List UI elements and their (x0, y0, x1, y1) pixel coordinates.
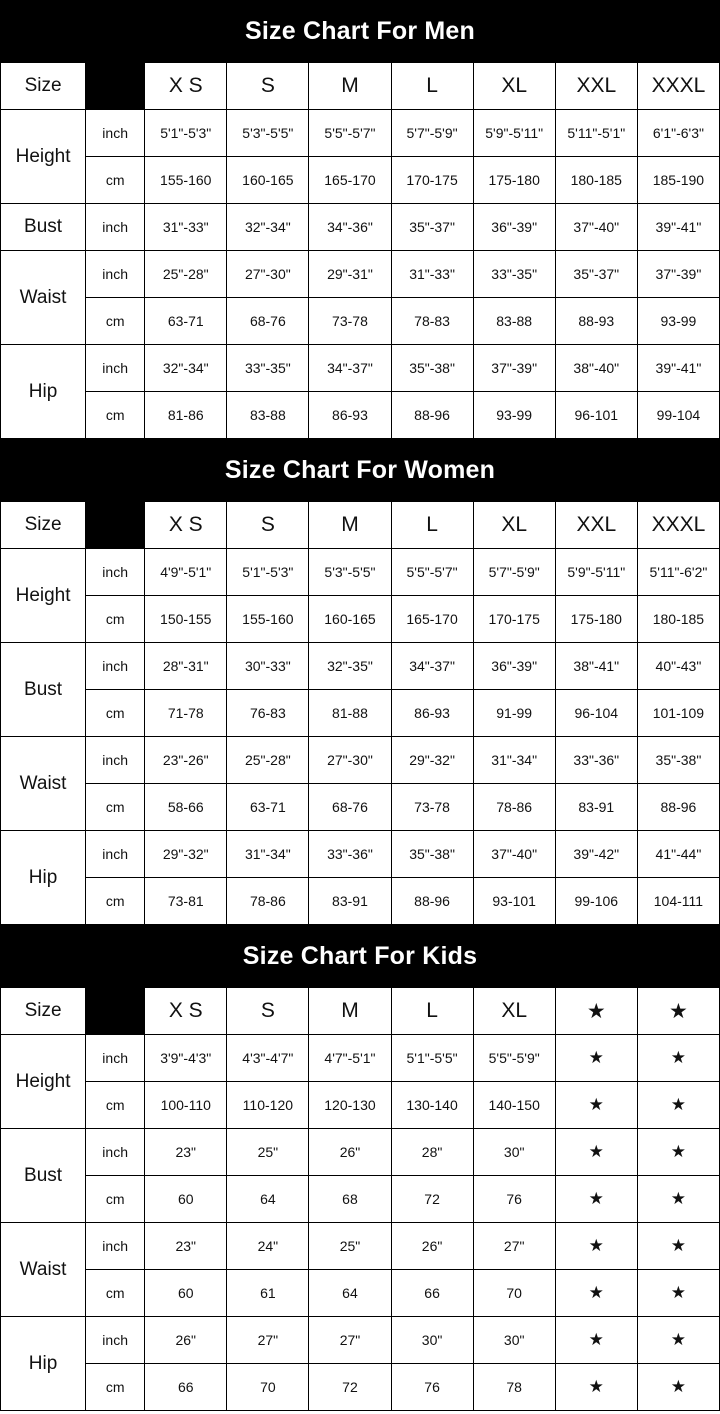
size-header-cell: XXXL (637, 502, 719, 549)
size-header-cell: L (391, 502, 473, 549)
measurement-cell: 23" (145, 1223, 227, 1270)
measurement-cell: 170-175 (473, 596, 555, 643)
table-row (1, 392, 720, 439)
measurement-cell: 93-101 (473, 878, 555, 925)
size-header-cell: X S (145, 502, 227, 549)
measurement-cell: ★ (555, 1035, 637, 1082)
measurement-cell: 96-104 (555, 690, 637, 737)
measurement-cell: 73-81 (145, 878, 227, 925)
measurement-cell: 100-110 (145, 1082, 227, 1129)
measurement-cell: 68 (309, 1176, 391, 1223)
size-header-cell: S (227, 502, 309, 549)
measurement-cell: 31"-33" (145, 204, 227, 251)
size-header-cell: M (309, 63, 391, 110)
measurement-cell: 83-91 (555, 784, 637, 831)
table-row (1, 643, 720, 690)
unit-label: inch (86, 1129, 145, 1176)
measurement-cell: 101-109 (637, 690, 719, 737)
measurement-cell: 155-160 (227, 596, 309, 643)
measurement-cell: 30"-33" (227, 643, 309, 690)
unit-label: cm (86, 1364, 145, 1411)
measurement-cell: ★ (555, 1129, 637, 1176)
measurement-cell: 165-170 (309, 157, 391, 204)
unit-label: inch (86, 345, 145, 392)
table-row (1, 1129, 720, 1176)
measurement-cell: ★ (637, 1129, 719, 1176)
measurement-cell: 39"-42" (555, 831, 637, 878)
header-spacer-cell (86, 988, 145, 1035)
measurement-cell: 180-185 (555, 157, 637, 204)
size-header-cell: XL (473, 988, 555, 1035)
measurement-cell: 63-71 (227, 784, 309, 831)
table-row (1, 298, 720, 345)
measurement-cell: 35"-38" (637, 737, 719, 784)
size-header-cell: S (227, 63, 309, 110)
size-header-cell: L (391, 988, 473, 1035)
measurement-cell: ★ (637, 1270, 719, 1317)
measurement-cell: 81-86 (145, 392, 227, 439)
measurement-cell: 73-78 (309, 298, 391, 345)
size-header-cell: ★ (555, 988, 637, 1035)
measurement-cell: 3'9"-4'3" (145, 1035, 227, 1082)
measurement-cell: 6'1"-6'3" (637, 110, 719, 157)
measurement-cell: 175-180 (473, 157, 555, 204)
measurement-cell: ★ (555, 1317, 637, 1364)
measurement-cell: 86-93 (309, 392, 391, 439)
measurement-cell: 76-83 (227, 690, 309, 737)
measurement-cell: 4'9"-5'1" (145, 549, 227, 596)
size-chart-block (0, 0, 720, 439)
size-header-cell: XXL (555, 502, 637, 549)
measurement-cell: ★ (637, 1317, 719, 1364)
measurement-cell: 60 (145, 1270, 227, 1317)
table-row (1, 204, 720, 251)
unit-label: inch (86, 831, 145, 878)
measurement-cell: 35"-38" (391, 345, 473, 392)
unit-label: cm (86, 596, 145, 643)
attribute-label: Height (1, 549, 86, 643)
measurement-cell: 88-96 (391, 878, 473, 925)
measurement-cell: 99-106 (555, 878, 637, 925)
measurement-cell: 64 (309, 1270, 391, 1317)
measurement-cell: 26" (391, 1223, 473, 1270)
table-row (1, 157, 720, 204)
measurement-cell: 4'3"-4'7" (227, 1035, 309, 1082)
attribute-label: Hip (1, 831, 86, 925)
table-row (1, 878, 720, 925)
chart-title: Size Chart For Kids (0, 925, 720, 987)
size-header-label: Size (1, 63, 86, 110)
size-table (0, 62, 720, 439)
unit-label: inch (86, 1223, 145, 1270)
size-header-label: Size (1, 988, 86, 1035)
unit-label: cm (86, 1176, 145, 1223)
measurement-cell: 70 (473, 1270, 555, 1317)
attribute-label: Bust (1, 1129, 86, 1223)
unit-label: inch (86, 251, 145, 298)
measurement-cell: 150-155 (145, 596, 227, 643)
measurement-cell: 66 (145, 1364, 227, 1411)
attribute-label: Waist (1, 1223, 86, 1317)
measurement-cell: 37"-40" (555, 204, 637, 251)
measurement-cell: ★ (637, 1364, 719, 1411)
measurement-cell: 26" (309, 1129, 391, 1176)
measurement-cell: 5'9"-5'11" (555, 549, 637, 596)
unit-label: cm (86, 392, 145, 439)
attribute-label: Waist (1, 737, 86, 831)
measurement-cell: 91-99 (473, 690, 555, 737)
table-row (1, 1082, 720, 1129)
size-header-label: Size (1, 502, 86, 549)
attribute-label: Hip (1, 1317, 86, 1411)
measurement-cell: ★ (637, 1082, 719, 1129)
header-spacer-cell (86, 63, 145, 110)
measurement-cell: 34"-37" (391, 643, 473, 690)
table-row (1, 596, 720, 643)
measurement-cell: 5'1"-5'5" (391, 1035, 473, 1082)
attribute-label: Height (1, 110, 86, 204)
size-header-cell: X S (145, 63, 227, 110)
measurement-cell: 83-91 (309, 878, 391, 925)
measurement-cell: 27"-30" (309, 737, 391, 784)
measurement-cell: 88-96 (637, 784, 719, 831)
measurement-cell: 27" (309, 1317, 391, 1364)
measurement-cell: 110-120 (227, 1082, 309, 1129)
measurement-cell: 5'7"-5'9" (391, 110, 473, 157)
measurement-cell: 72 (391, 1176, 473, 1223)
measurement-cell: 31"-34" (473, 737, 555, 784)
size-chart-block (0, 925, 720, 1411)
measurement-cell: 36"-39" (473, 204, 555, 251)
measurement-cell: 37"-39" (473, 345, 555, 392)
measurement-cell: 76 (391, 1364, 473, 1411)
measurement-cell: 5'5"-5'7" (309, 110, 391, 157)
size-table (0, 987, 720, 1411)
measurement-cell: 71-78 (145, 690, 227, 737)
measurement-cell: 175-180 (555, 596, 637, 643)
measurement-cell: 160-165 (227, 157, 309, 204)
table-row (1, 345, 720, 392)
unit-label: cm (86, 157, 145, 204)
measurement-cell: 64 (227, 1176, 309, 1223)
measurement-cell: 140-150 (473, 1082, 555, 1129)
measurement-cell: 31"-33" (391, 251, 473, 298)
attribute-label: Waist (1, 251, 86, 345)
measurement-cell: 35"-37" (555, 251, 637, 298)
measurement-cell: 180-185 (637, 596, 719, 643)
measurement-cell: ★ (637, 1035, 719, 1082)
unit-label: inch (86, 204, 145, 251)
measurement-cell: 73-78 (391, 784, 473, 831)
table-row (1, 1364, 720, 1411)
table-header-row (1, 63, 720, 110)
measurement-cell: 29"-31" (309, 251, 391, 298)
chart-title: Size Chart For Men (0, 0, 720, 62)
measurement-cell: 29"-32" (391, 737, 473, 784)
measurement-cell: 25" (227, 1129, 309, 1176)
measurement-cell: ★ (555, 1082, 637, 1129)
size-header-cell: XL (473, 502, 555, 549)
measurement-cell: ★ (555, 1223, 637, 1270)
measurement-cell: 26" (145, 1317, 227, 1364)
size-chart-block (0, 439, 720, 925)
table-row (1, 110, 720, 157)
measurement-cell: ★ (637, 1176, 719, 1223)
unit-label: inch (86, 1317, 145, 1364)
attribute-label: Bust (1, 643, 86, 737)
measurement-cell: 39"-41" (637, 204, 719, 251)
unit-label: cm (86, 1082, 145, 1129)
measurement-cell: 99-104 (637, 392, 719, 439)
measurement-cell: 40"-43" (637, 643, 719, 690)
measurement-cell: 5'5"-5'9" (473, 1035, 555, 1082)
table-row (1, 831, 720, 878)
measurement-cell: 60 (145, 1176, 227, 1223)
measurement-cell: 5'3"-5'5" (227, 110, 309, 157)
measurement-cell: 70 (227, 1364, 309, 1411)
measurement-cell: 33"-36" (555, 737, 637, 784)
measurement-cell: 58-66 (145, 784, 227, 831)
unit-label: inch (86, 549, 145, 596)
measurement-cell: 25" (309, 1223, 391, 1270)
size-header-cell: ★ (637, 988, 719, 1035)
measurement-cell: 170-175 (391, 157, 473, 204)
measurement-cell: 24" (227, 1223, 309, 1270)
measurement-cell: 36"-39" (473, 643, 555, 690)
measurement-cell: 96-101 (555, 392, 637, 439)
measurement-cell: 25"-28" (145, 251, 227, 298)
measurement-cell: 30" (473, 1129, 555, 1176)
measurement-cell: 28" (391, 1129, 473, 1176)
unit-label: cm (86, 690, 145, 737)
measurement-cell: 34"-36" (309, 204, 391, 251)
measurement-cell: 37"-39" (637, 251, 719, 298)
size-header-cell: M (309, 502, 391, 549)
table-header-row (1, 502, 720, 549)
table-row (1, 690, 720, 737)
size-header-cell: M (309, 988, 391, 1035)
measurement-cell: ★ (555, 1364, 637, 1411)
measurement-cell: 5'3"-5'5" (309, 549, 391, 596)
measurement-cell: 5'7"-5'9" (473, 549, 555, 596)
unit-label: cm (86, 784, 145, 831)
size-header-cell: X S (145, 988, 227, 1035)
unit-label: inch (86, 737, 145, 784)
measurement-cell: 160-165 (309, 596, 391, 643)
measurement-cell: 5'9"-5'11" (473, 110, 555, 157)
size-header-cell: L (391, 63, 473, 110)
measurement-cell: 93-99 (637, 298, 719, 345)
measurement-cell: 83-88 (227, 392, 309, 439)
measurement-cell: 104-111 (637, 878, 719, 925)
unit-label: inch (86, 643, 145, 690)
measurement-cell: 30" (391, 1317, 473, 1364)
measurement-cell: 78-83 (391, 298, 473, 345)
measurement-cell: 78 (473, 1364, 555, 1411)
measurement-cell: 88-96 (391, 392, 473, 439)
measurement-cell: 72 (309, 1364, 391, 1411)
measurement-cell: 27"-30" (227, 251, 309, 298)
measurement-cell: 5'5"-5'7" (391, 549, 473, 596)
measurement-cell: 27" (473, 1223, 555, 1270)
size-header-cell: XL (473, 63, 555, 110)
measurement-cell: 5'1"-5'3" (227, 549, 309, 596)
unit-label: cm (86, 878, 145, 925)
unit-label: cm (86, 1270, 145, 1317)
measurement-cell: 63-71 (145, 298, 227, 345)
unit-label: cm (86, 298, 145, 345)
measurement-cell: 25"-28" (227, 737, 309, 784)
measurement-cell: 78-86 (227, 878, 309, 925)
chart-title: Size Chart For Women (0, 439, 720, 501)
measurement-cell: 33"-35" (227, 345, 309, 392)
measurement-cell: 5'1"-5'3" (145, 110, 227, 157)
header-spacer-cell (86, 502, 145, 549)
measurement-cell: 120-130 (309, 1082, 391, 1129)
attribute-label: Hip (1, 345, 86, 439)
size-header-cell: XXL (555, 63, 637, 110)
measurement-cell: 61 (227, 1270, 309, 1317)
attribute-label: Bust (1, 204, 86, 251)
measurement-cell: 32"-34" (145, 345, 227, 392)
table-row (1, 549, 720, 596)
table-row (1, 1035, 720, 1082)
measurement-cell: 35"-37" (391, 204, 473, 251)
measurement-cell: 23" (145, 1129, 227, 1176)
size-header-cell: XXXL (637, 63, 719, 110)
measurement-cell: 32"-35" (309, 643, 391, 690)
measurement-cell: 39"-41" (637, 345, 719, 392)
measurement-cell: ★ (637, 1223, 719, 1270)
measurement-cell: 28"-31" (145, 643, 227, 690)
measurement-cell: 33"-36" (309, 831, 391, 878)
measurement-cell: 165-170 (391, 596, 473, 643)
unit-label: inch (86, 1035, 145, 1082)
table-header-row (1, 988, 720, 1035)
measurement-cell: 33"-35" (473, 251, 555, 298)
size-table (0, 501, 720, 925)
measurement-cell: 68-76 (227, 298, 309, 345)
measurement-cell: 27" (227, 1317, 309, 1364)
table-row (1, 1317, 720, 1364)
measurement-cell: 130-140 (391, 1082, 473, 1129)
measurement-cell: 86-93 (391, 690, 473, 737)
measurement-cell: ★ (555, 1270, 637, 1317)
measurement-cell: 38"-41" (555, 643, 637, 690)
measurement-cell: 83-88 (473, 298, 555, 345)
measurement-cell: 34"-37" (309, 345, 391, 392)
measurement-cell: 32"-34" (227, 204, 309, 251)
measurement-cell: 41"-44" (637, 831, 719, 878)
measurement-cell: 66 (391, 1270, 473, 1317)
measurement-cell: 88-93 (555, 298, 637, 345)
measurement-cell: 185-190 (637, 157, 719, 204)
measurement-cell: 68-76 (309, 784, 391, 831)
measurement-cell: 30" (473, 1317, 555, 1364)
measurement-cell: 4'7"-5'1" (309, 1035, 391, 1082)
measurement-cell: 23"-26" (145, 737, 227, 784)
measurement-cell: 5'11"-5'1" (555, 110, 637, 157)
measurement-cell: 31"-34" (227, 831, 309, 878)
table-row (1, 1270, 720, 1317)
measurement-cell: ★ (555, 1176, 637, 1223)
measurement-cell: 76 (473, 1176, 555, 1223)
measurement-cell: 38"-40" (555, 345, 637, 392)
measurement-cell: 37"-40" (473, 831, 555, 878)
table-row (1, 1223, 720, 1270)
table-row (1, 737, 720, 784)
measurement-cell: 5'11"-6'2" (637, 549, 719, 596)
table-row (1, 784, 720, 831)
unit-label: inch (86, 110, 145, 157)
table-row (1, 251, 720, 298)
size-header-cell: S (227, 988, 309, 1035)
measurement-cell: 81-88 (309, 690, 391, 737)
measurement-cell: 78-86 (473, 784, 555, 831)
table-row (1, 1176, 720, 1223)
measurement-cell: 155-160 (145, 157, 227, 204)
measurement-cell: 29"-32" (145, 831, 227, 878)
measurement-cell: 35"-38" (391, 831, 473, 878)
attribute-label: Height (1, 1035, 86, 1129)
measurement-cell: 93-99 (473, 392, 555, 439)
